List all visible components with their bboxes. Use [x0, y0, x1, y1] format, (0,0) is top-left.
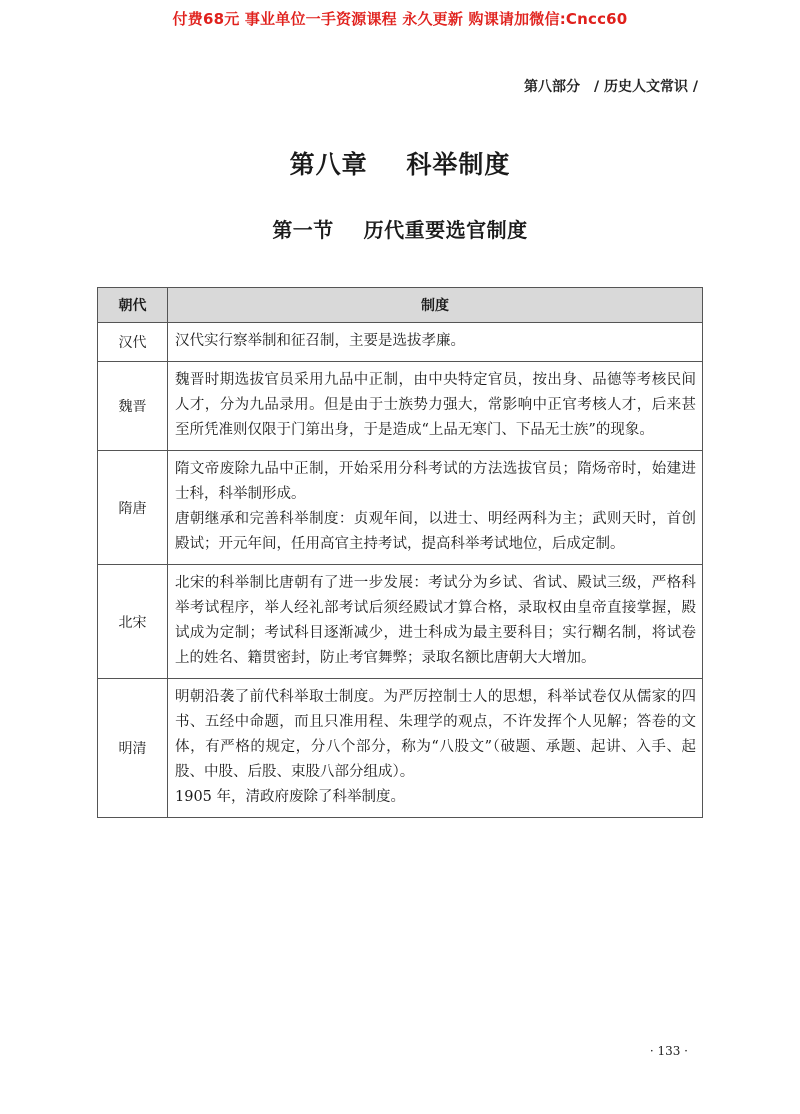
chapter-title: 第八章 科举制度: [289, 150, 511, 179]
table-row: [98, 323, 703, 362]
header-dynasty: 朝代: [98, 288, 168, 323]
dynasty-cell: 北宋: [98, 565, 168, 679]
system-paragraph: 唐朝继承和完善科举制度：贞观年间，以进士、明经两科为主；武则天时，首创殿试；开元年间，任用高官主持考试，提高科举考试地位，后成定制。: [175, 511, 696, 552]
system-paragraph: 北宋的科举制比唐朝有了进一步发展：考试分为乡试、省试、殿试三级，严格科举考试程序，举人经礼部考试后须经殿试才算合格，录取权由皇帝直接掌握，殿试成为定制；考试科目逐渐减少，进士科成为最主要科目；实行糊名制，将试卷上的姓名、籍贯密封，防止考官舞弊；录取名额比唐朝大大增加。: [175, 575, 696, 666]
table-row: [98, 362, 703, 451]
header-part: 第八部分: [524, 79, 581, 95]
system-paragraph: 汉代实行察举制和征召制，主要是选拔孝廉。: [175, 333, 465, 349]
selection-system-table: [97, 287, 703, 818]
system-paragraph: 隋文帝废除九品中正制，开始采用分科考试的方法选拔官员；隋炀帝时，始建进士科，科举制形成。: [175, 461, 696, 502]
dynasty-cell: 汉代: [98, 323, 168, 362]
header-system: 制度: [168, 288, 703, 323]
section-title: 第一节 历代重要选官制度: [272, 218, 528, 242]
system-paragraph: 1905 年，清政府废除了科举制度。: [175, 789, 406, 805]
system-cell: [168, 323, 703, 362]
watermark-banner: 付费68元 事业单位一手资源课程 永久更新 购课请加微信:Cncc60: [172, 10, 628, 28]
system-cell: [168, 565, 703, 679]
table-row: [98, 451, 703, 565]
system-cell: [168, 451, 703, 565]
table-header-row: [98, 288, 703, 323]
system-paragraph: 魏晋时期选拔官员采用九品中正制，由中央特定官员，按出身、品德等考核民间人才，分为九品录用。但是由于士族势力强大，常影响中正官考核人才，后来甚至所凭准则仅限于门第出身，于是造成“上品无寒门、下品无士族”的现象。: [175, 372, 696, 438]
table-row: [98, 679, 703, 818]
header-topic: / 历史人文常识 /: [594, 79, 698, 95]
system-cell: [168, 679, 703, 818]
dynasty-cell: 魏晋: [98, 362, 168, 451]
running-header: [524, 76, 702, 96]
system-cell: [168, 362, 703, 451]
page-number: · 133 ·: [649, 1044, 688, 1058]
system-paragraph: 明朝沿袭了前代科举取士制度。为严厉控制士人的思想，科举试卷仅从儒家的四书、五经中命题，而且只准用程、朱理学的观点，不许发挥个人见解；答卷的文体，有严格的规定，分八个部分，称为“八股文”（破题、承题、起讲、入手、起股、中股、后股、束股八部分组成）。: [175, 689, 696, 780]
dynasty-cell: 明清: [98, 679, 168, 818]
dynasty-cell: 隋唐: [98, 451, 168, 565]
table-row: [98, 565, 703, 679]
